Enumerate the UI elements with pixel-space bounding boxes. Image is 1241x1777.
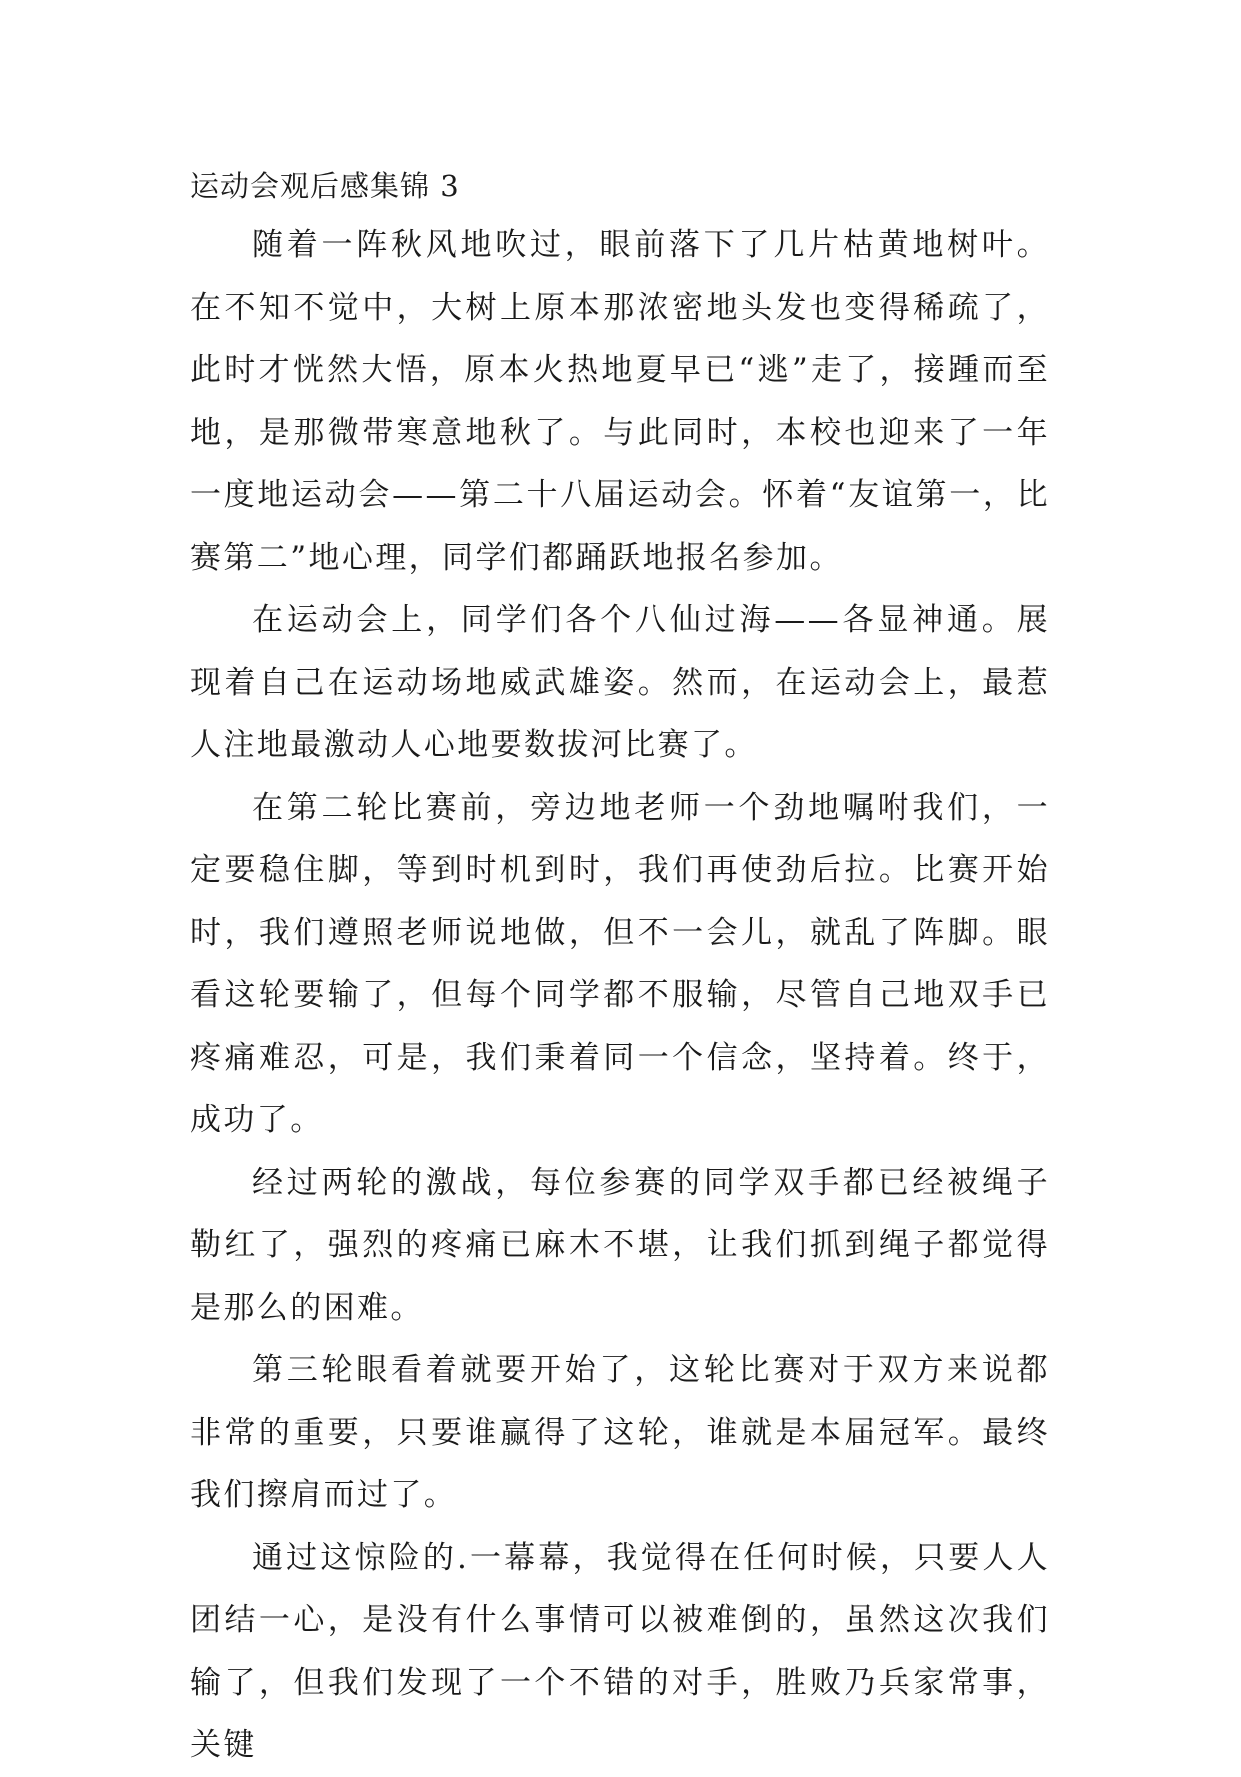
paragraph-3: 在第二轮比赛前，旁边地老师一个劲地嘱咐我们，一定要稳住脚，等到时机到时，我们再使劲后拉。比赛开始时，我们遵照老师说地做，但不一会儿，就乱了阵脚。眼看这轮要输了，但每个同学都不服输，尽管自己地双手已疼痛难忍，可是，我们秉着同一个信念，坚持着。终于，成功了。 [190, 789, 1050, 1138]
document-page [190, 158, 1050, 1777]
document-title: 运动会观后感集锦 3 [190, 169, 460, 203]
paragraph-5: 第三轮眼看着就要开始了，这轮比赛对于双方来说都非常的重要，只要谁赢得了这轮，谁就是本届冠军。最终我们擦肩而过了。 [190, 1352, 1050, 1513]
paragraph-6: 通过这惊险的.一幕幕，我觉得在任何时候，只要人人团结一心，是没有什么事情可以被难倒的，虽然这次我们输了，但我们发现了一个不错的对手，胜败乃兵家常事，关键 [190, 1539, 1050, 1763]
paragraph-1: 随着一阵秋风地吹过，眼前落下了几片枯黄地树叶。在不知不觉中，大树上原本那浓密地头发也变得稀疏了，此时才恍然大悟，原本火热地夏早已“逃”走了，接踵而至地，是那微带寒意地秋了。与此同时，本校也迎来了一年一度地运动会——第二十八届运动会。怀着“友谊第一，比赛第二”地心理，同学们都踊跃地报名参加。 [190, 227, 1050, 576]
paragraph-4: 经过两轮的激战，每位参赛的同学双手都已经被绳子勒红了，强烈的疼痛已麻木不堪，让我们抓到绳子都觉得是那么的困难。 [190, 1164, 1050, 1326]
paragraph-2: 在运动会上，同学们各个八仙过海——各显神通。展现着自己在运动场地威武雄姿。然而，在运动会上，最惹人注地最激动人心地要数拔河比赛了。 [190, 602, 1050, 763]
